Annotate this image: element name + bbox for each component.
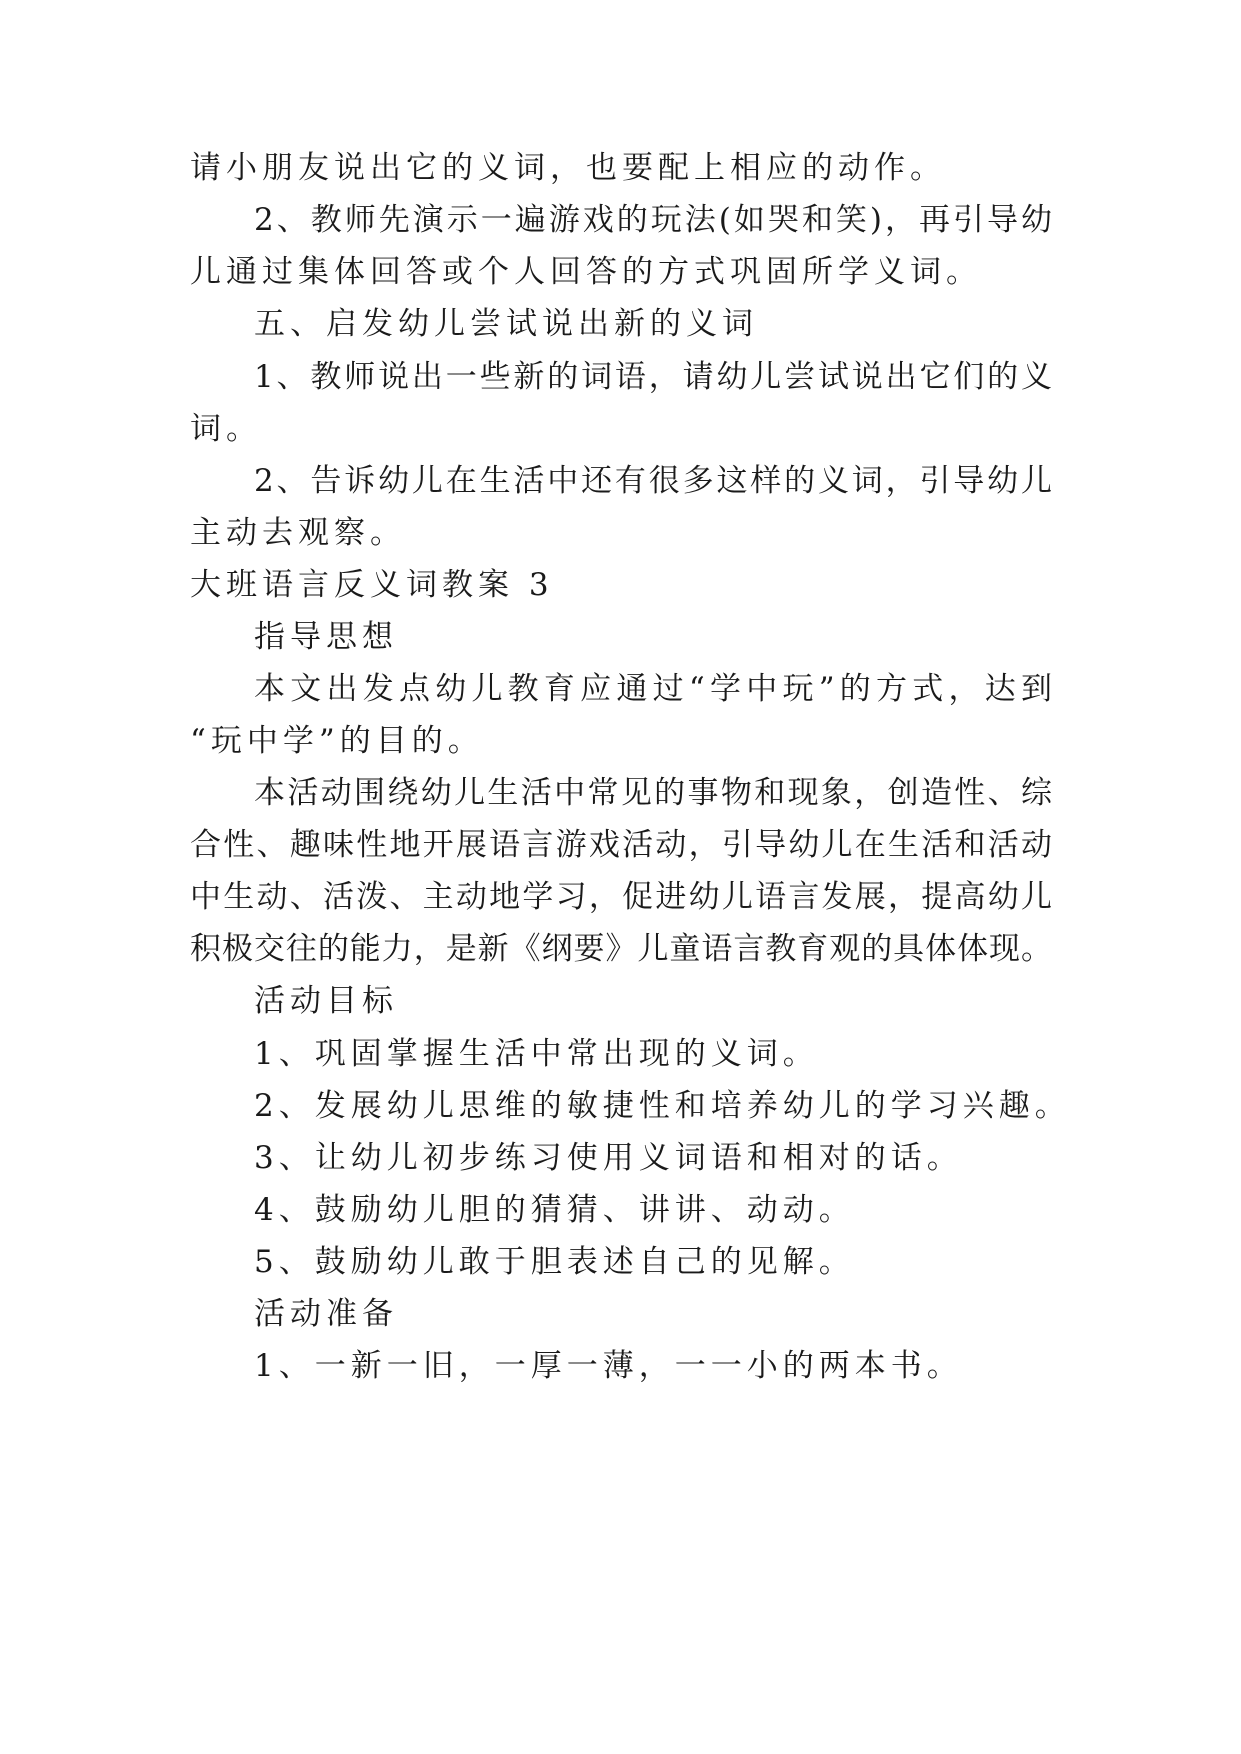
list-item: 4、鼓励幼儿胆的猜猜、讲讲、动动。 [254,1192,855,1228]
list-item: 5、鼓励幼儿敢于胆表述自己的见解。 [254,1244,855,1280]
paragraph-line: 1、教师说出一些新的词语，请幼儿尝试说出它们的义 [254,359,1052,395]
paragraph-line: 2、教师先演示一遍游戏的玩法(如哭和笑)，再引导幼 [254,202,1052,238]
paragraph-line: 本文出发点幼儿教育应通过“学中玩”的方式，达到 [254,671,1052,707]
paragraph-line: 词。 [190,411,262,447]
paragraph-line: 儿通过集体回答或个人回答的方式巩固所学义词。 [190,254,982,290]
paragraph-line: 本活动围绕幼儿生活中常见的事物和现象，创造性、综 [254,775,1052,811]
paragraph-line: 中生动、活泼、主动地学习，促进幼儿语言发展，提高幼儿 [190,879,1052,915]
paragraph-line: 请小朋友说出它的义词，也要配上相应的动作。 [190,150,946,186]
section-heading: 指导思想 [254,619,398,655]
list-item: 1、巩固掌握生活中常出现的义词。 [254,1036,819,1072]
paragraph-line: 2、告诉幼儿在生活中还有很多这样的义词，引导幼儿 [254,463,1052,499]
list-item: 3、让幼儿初步练习使用义词语和相对的话。 [254,1140,963,1176]
document-title: 大班语言反义词教案 3 [190,567,554,603]
paragraph-line: 积极交往的能力，是新《纲要》儿童语言教育观的具体体现。 [190,931,1052,967]
paragraph-line: 主动去观察。 [190,515,406,551]
section-heading: 活动准备 [254,1296,398,1332]
paragraph-line: 合性、趣味性地开展语言游戏活动，引导幼儿在生活和活动 [190,827,1052,863]
paragraph-line: “玩中学”的目的。 [190,723,484,759]
section-heading: 五、启发幼儿尝试说出新的义词 [254,306,758,342]
section-heading: 活动目标 [254,983,398,1019]
list-item: 2、发展幼儿思维的敏捷性和培养幼儿的学习兴趣。 [254,1088,1071,1124]
list-item: 1、一新一旧，一厚一薄，一一小的两本书。 [254,1348,963,1384]
